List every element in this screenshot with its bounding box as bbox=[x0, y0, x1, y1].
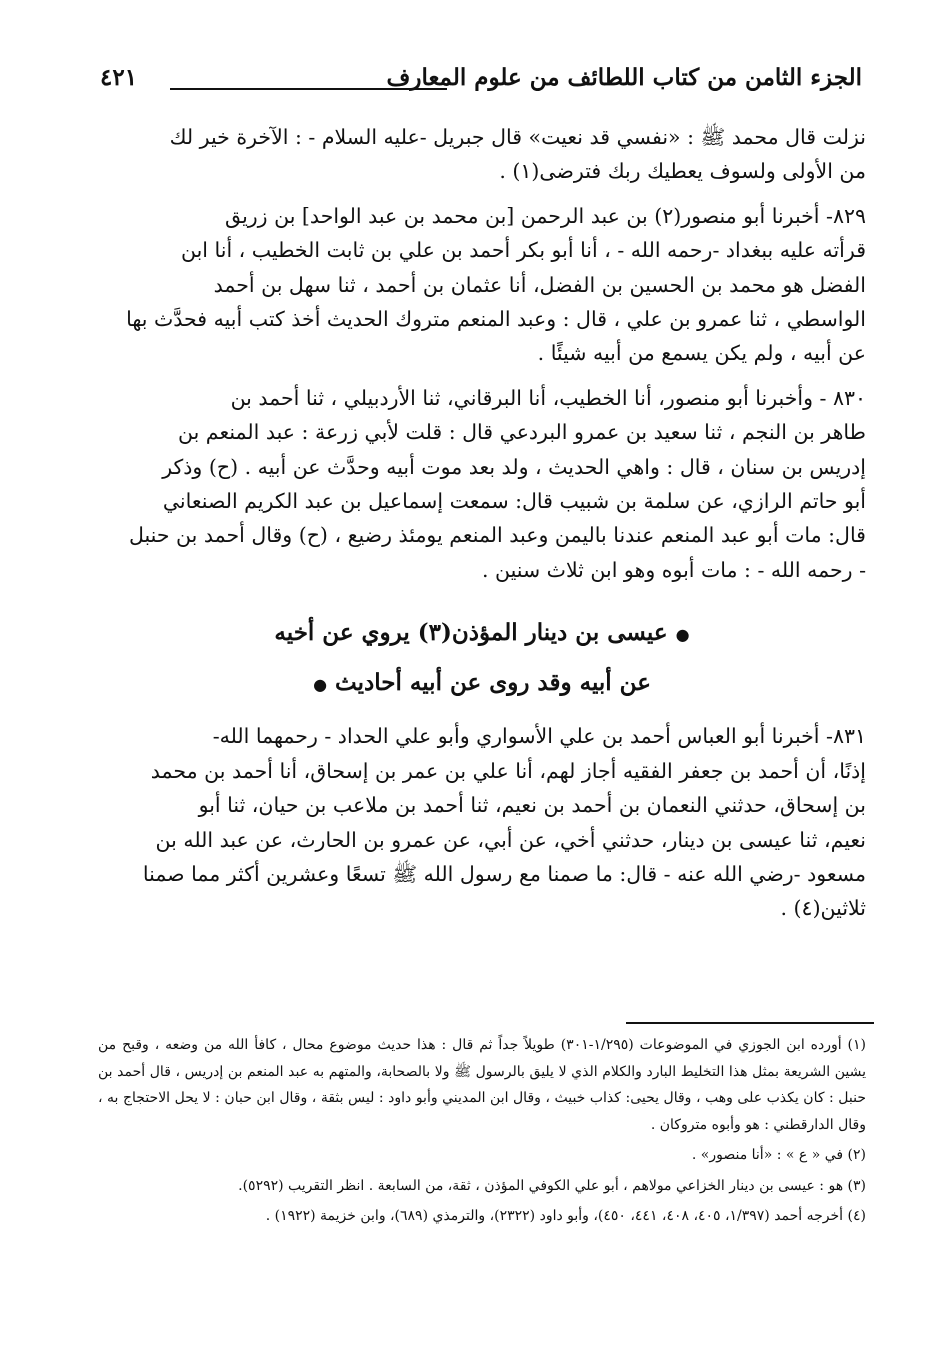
main-text bbox=[98, 120, 866, 936]
paragraph-831 bbox=[98, 719, 866, 925]
footnote-separator bbox=[626, 1022, 874, 1024]
footnote-3: (٣) هو : عيسى بن دينار الخزاعي مولاهم ، أبو علي الكوفي المؤذن ، ثقة، من السابعة . انظر التقريب (٥٢٩٢). bbox=[238, 1177, 866, 1194]
text-line: عن أبيه ، ولم يكن يسمع من أبيه شيئًا . bbox=[537, 341, 866, 366]
heading-text: عيسى بن دينار المؤذن(٣) يروي عن أخيه bbox=[274, 619, 668, 647]
paragraph-830 bbox=[98, 381, 866, 587]
footnote-1: (١) أورده ابن الجوزي في الموضوعات (١/٢٩٥-٣٠١) طويلاً جداً ثم قال : هذا حديث موضوع محال ، كافأ الله من وضعه ، وقبح من يشين الشريعة بمثل هذا التخليط البارد والكلام الذي لا يليق بالرسول ﷺ ولا بالصحابة، والمتهم به عبد المنعم بن إدريس ، قال أحمد بن حنبل : كان يكذب على وهب ، وقال يحيى: كذاب خبيث ، وقال ابن المديني وأبو داود : ليس بثقة ، وقال ابن حبان : لا يحل الاحتجاج به ، وقال الدارقطني : هو وأبوه متروكان . bbox=[98, 1037, 866, 1133]
footnote-2: (٢) في « ع » : «أنا منصور» . bbox=[691, 1147, 866, 1163]
footnote-4: (٤) أخرجه أحمد (١/٣٩٧، ٤٠٥، ٤٠٨، ٤٤١، ٤٥٠)، وأبو داود (٢٣٢٢)، والترمذي (٦٨٩)، وابن خزيمة (١٩٢٢) . bbox=[265, 1208, 866, 1224]
text-line: ٨٢٩- أخبرنا أبو منصور(٢) بن عبد الرحمن [بن محمد بن عبد الواحد] بن زريق bbox=[224, 203, 866, 228]
text-line: الواسطي ، ثنا عمرو بن علي ، قال : وعبد المنعم متروك الحديث أخذ كتب أبيه فحدَّث بها bbox=[126, 307, 866, 332]
bullet-icon: ● bbox=[675, 625, 690, 645]
text-line: طاهر بن النجم ، ثنا سعيد بن عمرو البردعي قال : قلت لأبي زرعة : عبد المنعم بن bbox=[177, 420, 866, 445]
text-line: بن إسحاق، حدثني النعمان بن أحمد بن نعيم، ثنا أحمد بن ملاعب بن حيان، ثنا أبو bbox=[198, 793, 866, 818]
text-line: - رحمه الله - : مات أبوه وهو ابن ثلاث سنين . bbox=[481, 557, 866, 582]
paragraph-829 bbox=[98, 199, 866, 371]
text-line: ٨٣٠ - وأخبرنا أبو منصور، أنا الخطيب، أنا البرقاني، ثنا الأردبيلي ، ثنا أحمد بن bbox=[230, 385, 866, 410]
text-line: أبو حاتم الرازي، عن سلمة بن شبيب قال: سمعت إسماعيل بن عبد الكريم الصنعاني bbox=[162, 489, 866, 514]
section-heading bbox=[98, 609, 866, 709]
paragraph-continuation bbox=[98, 120, 866, 189]
text-line: نعيم، ثنا عيسى بن دينار، حدثني أخي، عن أبي، عن عمرو بن الحارث، عن عبد الله بن bbox=[155, 827, 866, 852]
text-line: مسعود -رضي الله عنه - قال: ما صمنا مع رسول الله ﷺ تسعًا وعشرين أكثر مما صمنا bbox=[142, 861, 866, 886]
running-title: الجزء الثامن من كتاب اللطائف من علوم المعارف bbox=[386, 64, 862, 91]
text-line: من الأولى ولسوف يعطيك ربك فترضى(١) . bbox=[499, 159, 866, 184]
text-line: قرأته عليه ببغداد -رحمه الله - ، أنا أبو بكر أحمد بن علي بن ثابت الخطيب ، أنا ابن bbox=[180, 238, 866, 263]
page-number: ٤٢١ bbox=[100, 64, 138, 91]
text-line: نزلت قال محمد ﷺ : «نفسي قد نعيت» قال جبريل -عليه السلام - : الآخرة خير لك bbox=[169, 125, 866, 149]
page-header bbox=[100, 64, 862, 104]
heading-text: عن أبيه وقد روى عن أبيه أحاديث bbox=[335, 669, 651, 697]
header-rule bbox=[170, 88, 447, 90]
text-line: ثلاثين(٤) . bbox=[780, 896, 866, 921]
text-line: إدريس بن سنان ، قال : واهي الحديث ، ولد بعد موت أبيه وحدَّث عن أبيه . (ح) وذكر bbox=[162, 454, 866, 479]
text-line: الفضل هو محمد بن الحسين بن الفضل، أنا عثمان بن أحمد ، ثنا سهل بن أحمد bbox=[213, 272, 866, 297]
footnotes bbox=[98, 1032, 866, 1234]
text-line: ٨٣١- أخبرنا أبو العباس أحمد بن علي الأسواري وأبو علي الحداد - رحمهما الله- bbox=[212, 724, 866, 749]
heading-line-2 bbox=[98, 659, 866, 709]
text-line: قال: مات أبو عبد المنعم عندنا باليمن وعبد المنعم يومئذ رضيع ، (ح) وقال أحمد بن حنبل bbox=[128, 523, 866, 548]
heading-line-1 bbox=[98, 609, 866, 659]
bullet-icon: ● bbox=[313, 675, 328, 695]
text-line: إذنًا، أن أحمد بن جعفر الفقيه أجاز لهم، أنا علي بن عمر بن إسحاق، أنا أحمد بن محمد bbox=[150, 758, 866, 783]
